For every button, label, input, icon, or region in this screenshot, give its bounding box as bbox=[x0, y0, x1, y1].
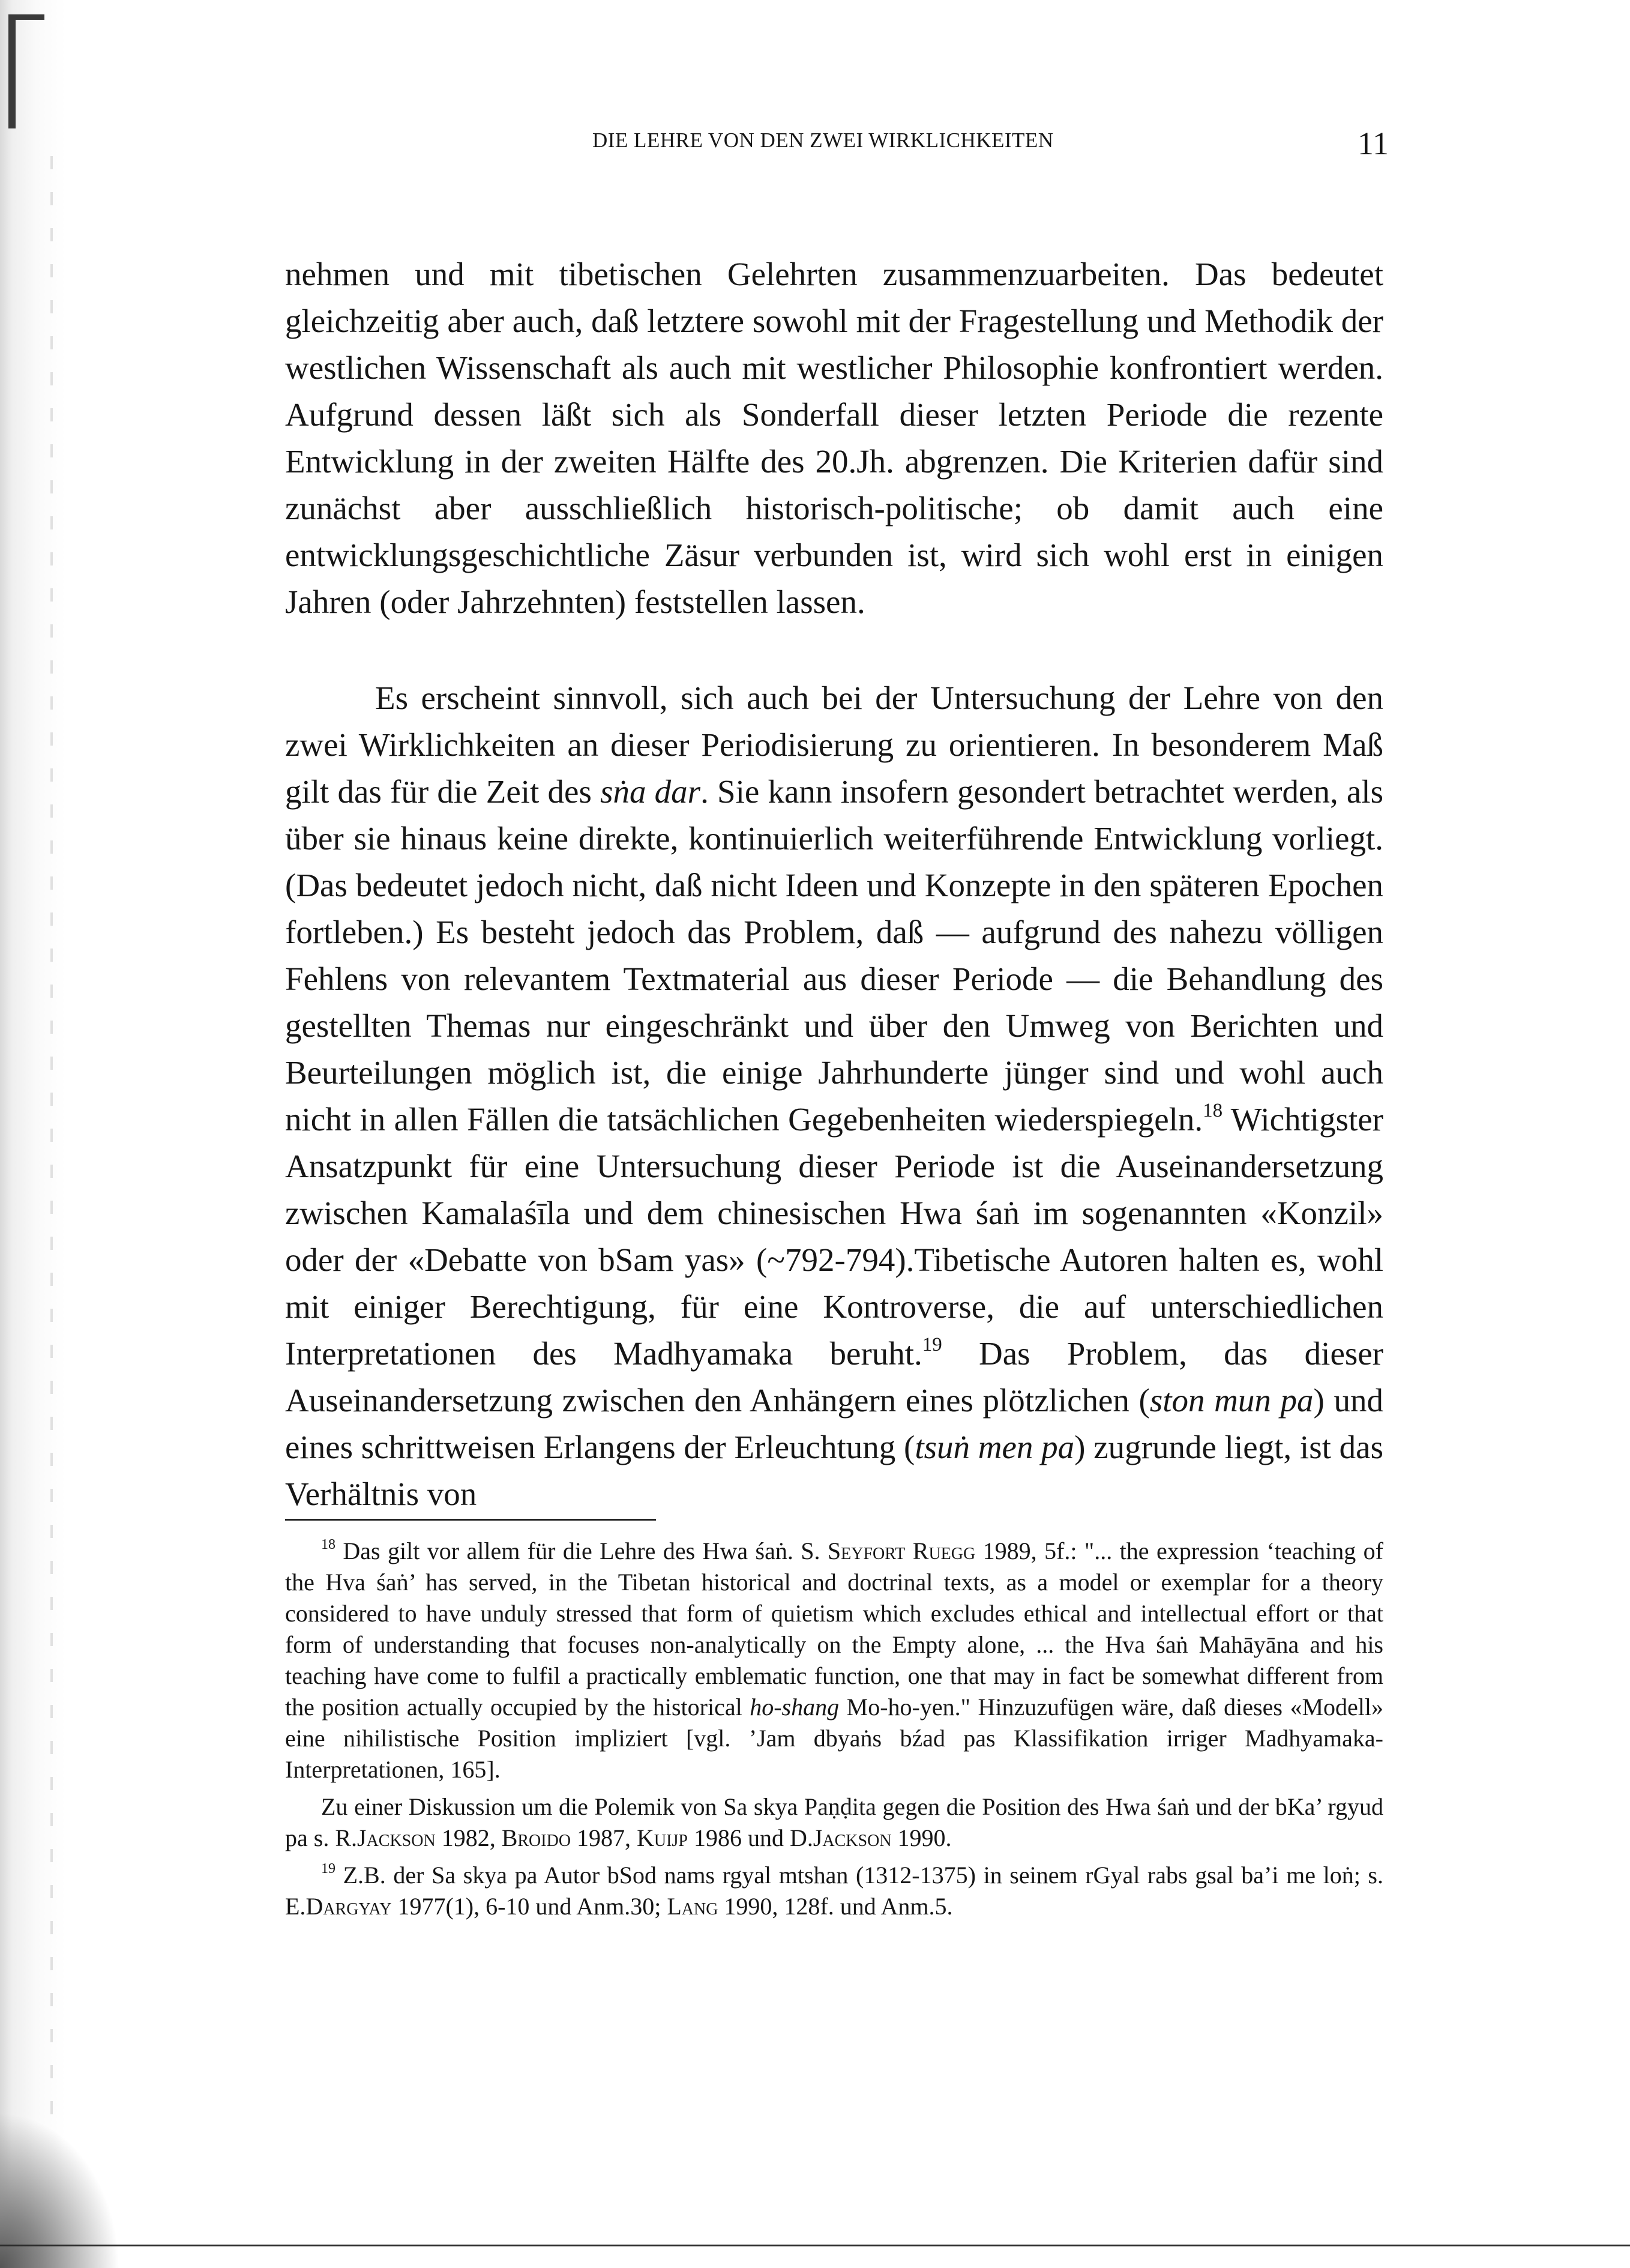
p2-segment: ) zugrunde liegt, ist das Verhältnis von bbox=[285, 1429, 1383, 1512]
author-seyfort-ruegg: Seyfort Ruegg bbox=[827, 1537, 976, 1564]
footnote-separator bbox=[285, 1519, 656, 1521]
fn18-cont-segment: 1982, bbox=[435, 1824, 502, 1851]
footnote-18-continuation bbox=[285, 1791, 1383, 1854]
p2-segment: Es erscheint sinnvoll, sich auch bei der Untersuchung der Lehre von den zwei Wirklichkeiten an dieser Periodisierung zu orientieren. In besonderem Maß gilt das für die Zeit des bbox=[285, 680, 1383, 810]
p2-segment: Das Problem, das dieser Auseinandersetzung zwischen den Anhängern eines plötzlichen ( bbox=[285, 1335, 1383, 1419]
fn18-cont-segment: 1990. bbox=[891, 1824, 952, 1851]
author-kuijp: Kuijp bbox=[637, 1824, 688, 1851]
author-jackson-d: Jackson bbox=[813, 1824, 892, 1851]
author-jackson-r: Jackson bbox=[357, 1824, 436, 1851]
term-ho-shang: ho-shang bbox=[750, 1693, 840, 1721]
footnote-number-18: 18 bbox=[321, 1537, 335, 1553]
paragraph-1-text: nehmen und mit tibetischen Gelehrten zusammenzuarbeiten. Das bedeutet gleichzeitig aber auch, daß letztere sowohl mit der Fragestellung und Methodik der westlichen Wissenschaft als auch mit westlicher Philosophie konfrontiert werden. Aufgrund dessen läßt sich als Sonderfall dieser letzten Periode die rezente Entwicklung in der zweiten Hälfte des 20.Jh. abgrenzen. Die Kriterien dafür sind zunächst aber ausschließlich historisch-politische; ob damit auch eine entwicklungsgeschichtliche Zäsur verbunden ist, wird sich wohl erst in einigen Jahren (oder Jahrzehnten) feststellen lassen. bbox=[285, 256, 1383, 620]
footnote-ref-18[interactable]: 18 bbox=[1203, 1099, 1223, 1121]
footnote-ref-19[interactable]: 19 bbox=[922, 1333, 942, 1356]
author-broido: Broido bbox=[501, 1824, 571, 1851]
fn19-segment: 1977(1), 6-10 und Anm.30; bbox=[391, 1893, 667, 1920]
paragraph-2 bbox=[285, 675, 1383, 1518]
footnotes bbox=[285, 1536, 1383, 1922]
p2-segment: Wichtigster Ansatzpunkt für eine Untersuchung dieser Periode ist die Auseinandersetzung zwischen Kamalaśīla und dem chinesischen Hwa śaṅ im sogenannten «Konzil» oder der «Debatte von bSam yas» (~792-794).Tibetische Autoren halten es, wohl mit einiger Berechtigung, für eine Kontroverse, die auf unterschiedlichen Interpretationen des Madhyamaka beruht. bbox=[285, 1101, 1384, 1372]
fn18-cont-segment: 1987, bbox=[571, 1824, 637, 1851]
fn19-segment: Z.B. der Sa skya pa Autor bSod nams rgyal mtshan (1312-1375) in seinem rGyal rabs gsal ba’i me loṅ; s. E. bbox=[285, 1862, 1383, 1920]
footnote-number-19: 19 bbox=[321, 1861, 335, 1877]
term-ston-mun-pa: ston mun pa bbox=[1149, 1382, 1314, 1419]
fn18-cont-segment: Zu einer Diskussion um die Polemik von Sa skya Paṇḍita gegen die Position des Hwa śaṅ und der bKa’ rgyud pa s. R. bbox=[285, 1793, 1383, 1851]
footnote-18 bbox=[285, 1536, 1383, 1785]
fn19-segment: 1990, 128f. und Anm.5. bbox=[718, 1893, 953, 1920]
paragraph-1 bbox=[285, 251, 1383, 626]
scan-bottom-edge bbox=[0, 2245, 1630, 2246]
author-lang: Lang bbox=[667, 1893, 718, 1920]
footnote-19 bbox=[285, 1860, 1383, 1922]
scan-binding-edge bbox=[0, 0, 66, 2268]
term-sna-dar: sṅa dar bbox=[600, 773, 701, 810]
fn18-cont-segment: 1986 und D. bbox=[687, 1824, 813, 1851]
paragraph-2-text bbox=[285, 675, 1383, 1518]
term-tsun-men-pa: tsuṅ men pa bbox=[915, 1429, 1075, 1465]
fn18-segment: 1989, 5f.: "... the expression ‘teaching of the Hva śaṅ’ has served, in the Tibetan historical and doctrinal texts, as a model or exemplar for a theory considered to have unduly stressed that form of quietism which excludes ethical and intellectual effort or that form of understanding that focuses non-analytically on the Empty alone, ... the Hva śaṅ Mahāyāna and his teaching have come to fulfil a practically emblematic function, one that may in fact be somewhat different from the position actually occupied by the historical bbox=[285, 1537, 1383, 1721]
p2-segment: ) und eines schrittweisen Erlangens der Erleuchtung ( bbox=[285, 1382, 1383, 1465]
fn18-segment: Das gilt vor allem für die Lehre des Hwa śaṅ. S. bbox=[335, 1537, 828, 1564]
author-dargyay: Dargyay bbox=[305, 1893, 392, 1920]
scan-corner-mark bbox=[8, 14, 32, 134]
fn18-segment: Mo-ho-yen." Hinzuzufügen wäre, daß dieses «Modell» eine nihilistische Position impliziert [vgl. ’Jam dbyaṅs bźad pas Klassifikation irriger Madhyamaka-Interpretationen, 165]. bbox=[285, 1693, 1383, 1783]
running-head: DIE LEHRE VON DEN ZWEI WIRKLICHKEITEN bbox=[592, 128, 1054, 152]
p2-segment: . Sie kann insofern gesondert betrachtet werden, als über sie hinaus keine direkte, kontinuierlich weiterführende Entwicklung vorliegt. (Das bedeutet jedoch nicht, daß nicht Ideen und Konzepte in den späteren Epochen fortleben.) Es besteht jedoch das Problem, daß — aufgrund des nahezu völligen Fehlens von relevantem Textmaterial aus dieser Periode — die Behandlung des gestellten Themas nur eingeschränkt und über den Umweg von Berichten und Beurteilungen möglich ist, die einige Jahrhunderte jünger sind und wohl auch nicht in allen Fällen die tatsächlichen Gegebenheiten wiederspiegeln. bbox=[285, 773, 1383, 1138]
page-number: 11 bbox=[1358, 125, 1389, 161]
